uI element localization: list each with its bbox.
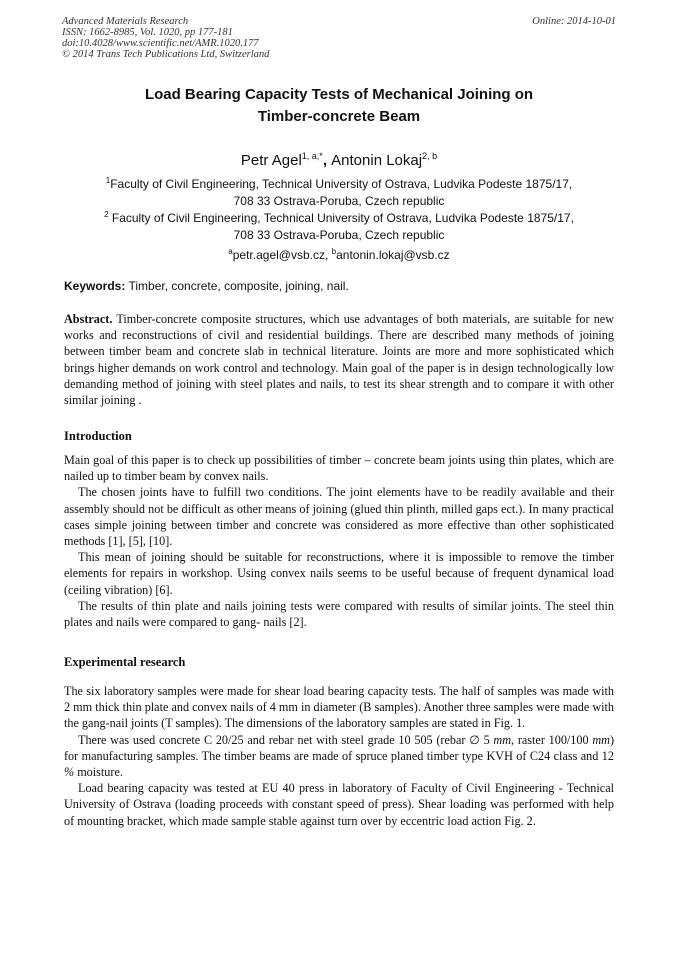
author-1-sup: 1, a,* bbox=[301, 151, 323, 161]
exp-p2-part-b: , raster 100/100 bbox=[511, 732, 593, 747]
introduction-body bbox=[64, 452, 614, 630]
intro-paragraph-3: This mean of joining should be suitable for reconstructions, where it is impossible to remove the timber elements for repairs in workshop. Using convex nails seems to be useful because of frequent dynamical load (ceiling vibration) [6]. bbox=[64, 550, 614, 597]
affiliation-1 bbox=[64, 172, 614, 210]
journal-name: Advanced Materials Research bbox=[62, 16, 189, 27]
exp-paragraph-1: The six laboratory samples were made for shear load bearing capacity tests. The half of samples was made with 2 mm thick thin plate and convex nails of 4 mm in diameter (B samples). Another three samples were made with the gang-nail joints (T samples). The dimensions of the laboratory samples are stated in Fig. 1. bbox=[64, 684, 614, 731]
author-2-sup: 2, b bbox=[422, 151, 438, 161]
aff1-line2: 708 33 Ostrava-Poruba, Czech republic bbox=[233, 194, 445, 208]
unit-mm-2: mm bbox=[592, 732, 610, 747]
experimental-heading: Experimental research bbox=[64, 655, 186, 669]
affiliation-2 bbox=[64, 206, 614, 244]
experimental-body bbox=[64, 683, 614, 829]
introduction-heading: Introduction bbox=[64, 429, 132, 443]
abstract-text: Timber-concrete composite structures, which use advantages of both materials, are suitable for new works and reconstructions of civil and residential buildings. There are described many methods of joining between timber beam and concrete slab in technical literature. Joints are more and more sophisticated which brings higher demands on work control and technology. Main goal of the paper is in design technologically low demanding method of joining with steel plates and nails, to test its shear strength and to compare it with other similar joining . bbox=[64, 312, 614, 408]
title-line-2: Timber-concrete Beam bbox=[257, 108, 421, 125]
online-date: Online: 2014-10-01 bbox=[532, 16, 616, 27]
title-line-1: Load Bearing Capacity Tests of Mechanical Joining on bbox=[144, 86, 534, 103]
issn: ISSN: 1662-8985, Vol. 1020, pp 177-181 bbox=[62, 27, 233, 38]
exp-p2-part-a: There was used concrete C 20/25 and rebar net with steel grade 10 505 (rebar ∅ 5 bbox=[78, 732, 494, 747]
email-b-sup: b bbox=[331, 247, 337, 256]
keywords bbox=[64, 278, 614, 294]
email-a: petr.agel@vsb.cz, bbox=[232, 248, 332, 262]
aff1-line1: Faculty of Civil Engineering, Technical University of Ostrava, Ludvika Podeste 1875/17, bbox=[110, 177, 573, 191]
intro-paragraph-2: The chosen joints have to fulfill two conditions. The joint elements have to be readily available and their assembly should not be difficult as other means of joining (glued thin plinth, milled gaps ect.). In many practical cases simple joining between timber and concrete was considered as more effective than other sophisticated methods [1], [5], [10]. bbox=[64, 485, 614, 549]
exp-p2-part-d: moisture. bbox=[74, 765, 123, 780]
paper-title bbox=[64, 84, 614, 128]
aff2-sup: 2 bbox=[104, 210, 109, 219]
exp-paragraph-2 bbox=[64, 732, 614, 781]
intro-paragraph-1: Main goal of this paper is to check up possibilities of timber – concrete beam joints using thin plates, which are nailed up to timber beam by convex nails. bbox=[64, 453, 614, 484]
author-separator: , bbox=[322, 152, 332, 169]
exp-p2-part-c: ) for manufacturing samples. The timber beams are made of spruce planed timber type KVH of C24 class and 12 bbox=[64, 732, 615, 763]
authors bbox=[64, 146, 614, 171]
intro-paragraph-4: The results of thin plate and nails joining tests were compared with results of similar joints. The steel thin plates and nails were compared to gang- nails [2]. bbox=[64, 598, 614, 630]
unit-mm-1: mm bbox=[493, 732, 512, 747]
doi: doi:10.4028/www.scientific.net/AMR.1020.177 bbox=[62, 38, 259, 49]
abstract-label: Abstract. bbox=[64, 312, 113, 326]
copyright: © 2014 Trans Tech Publications Ltd, Switzerland bbox=[62, 49, 270, 60]
aff2-line1: Faculty of Civil Engineering, Technical University of Ostrava, Ludvika Podeste 1875/17, bbox=[108, 211, 574, 225]
abstract bbox=[64, 311, 614, 408]
author-1: Petr Agel bbox=[240, 152, 302, 169]
keywords-label: Keywords: bbox=[64, 279, 126, 293]
author-2: Antonin Lokaj bbox=[331, 152, 423, 169]
unit-percent: % bbox=[64, 765, 75, 780]
aff1-sup: 1 bbox=[105, 176, 111, 185]
emails bbox=[64, 243, 614, 264]
exp-paragraph-3: Load bearing capacity was tested at EU 40 press in laboratory of Faculty of Civil Engineering - Technical University of Ostrava (loading proceeds with constant speed of press). Shear loading was performed with help of mounting bracket, which made sample stable against turn over by eccentric load action Fig. 2. bbox=[64, 781, 614, 828]
email-a-sup: a bbox=[228, 247, 233, 256]
journal-header bbox=[62, 16, 616, 60]
aff2-line2: 708 33 Ostrava-Poruba, Czech republic bbox=[233, 228, 445, 242]
email-b: antonin.lokaj@vsb.cz bbox=[336, 248, 450, 262]
keywords-text: Timber, concrete, composite, joining, nail. bbox=[125, 279, 349, 293]
